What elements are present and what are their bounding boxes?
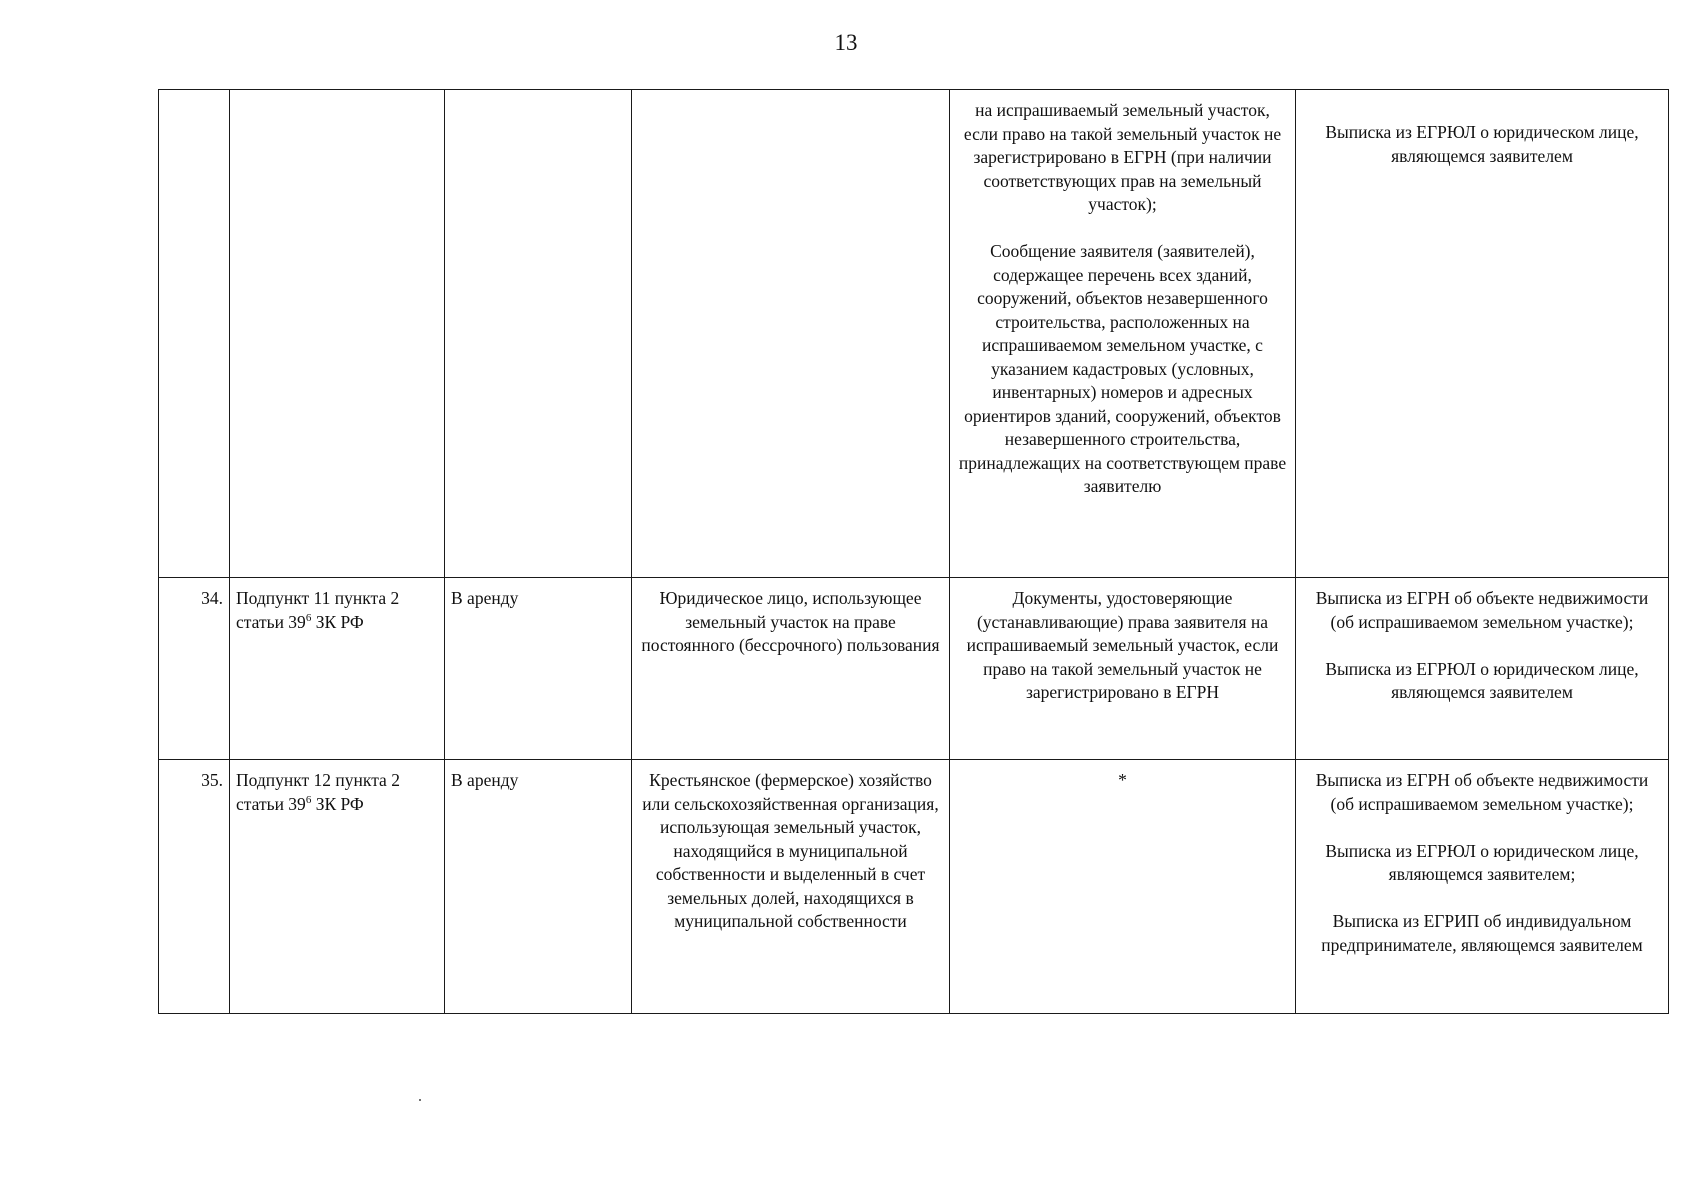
applicant-cell: Крестьянское (фермерское) хозяйство или сельскохозяйственная организация, использующая земельный участок, находящийся в муниципальной собственности и выделенный в счет земельных долей, находящихся в муниципальной собственности — [632, 760, 950, 1014]
table-row — [159, 578, 1669, 760]
services-table — [158, 89, 1669, 1014]
legal-basis-line: Подпункт 11 пункта 2 — [236, 588, 400, 608]
legal-basis-cell — [230, 760, 445, 1014]
row-number-cell: 35. — [159, 760, 230, 1014]
legal-basis-superscript: 6 — [305, 611, 312, 624]
legal-basis-cell — [230, 578, 445, 760]
document-item: Сообщение заявителя (заявителей), содержащее перечень всех зданий, сооружений, объектов незавершенного строительства, расположенных на испрашиваемом земельном участке, с указанием кадастровых (условных, инвентарных) номеров и адресных ориентиров зданий, сооружений, объектов незавершенного строительства, принадлежащих на соответствующем праве заявителю — [958, 241, 1287, 496]
requested-documents-cell — [1296, 578, 1669, 760]
requested-documents-cell — [1296, 90, 1669, 578]
provision-kind-cell — [445, 90, 632, 578]
requested-item: Выписка из ЕГРН об объекте недвижимости (об испрашиваемом земельном участке); — [1315, 770, 1649, 814]
document-item: Документы, удостоверяющие (устанавливающие) права заявителя на испрашиваемый земельный участок, если право на такой земельный участок не зарегистрировано в ЕГРН — [966, 588, 1279, 702]
row-number-cell — [159, 90, 230, 578]
documents-cell — [950, 90, 1296, 578]
legal-basis-article: статьи 39 — [236, 793, 306, 814]
table-row — [159, 760, 1669, 1014]
document-item: на испрашиваемый земельный участок, если право на такой земельный участок не зарегистрировано в ЕГРН (при наличии соответствующих прав на земельный участок); — [963, 100, 1282, 214]
documents-cell — [950, 760, 1296, 1014]
row-number-cell: 34. — [159, 578, 230, 760]
provision-kind-cell: В аренду — [445, 760, 632, 1014]
requested-documents-cell — [1296, 760, 1669, 1014]
applicant-cell: Юридическое лицо, использующее земельный участок на праве постоянного (бессрочного) пользования — [632, 578, 950, 760]
applicant-cell — [632, 90, 950, 578]
legal-basis-code: ЗК РФ — [311, 611, 364, 632]
page-number: 13 — [834, 30, 858, 55]
document-item: * — [1118, 770, 1127, 790]
legal-basis-line: Подпункт 12 пункта 2 — [236, 770, 400, 790]
requested-item: Выписка из ЕГРН об объекте недвижимости (об испрашиваемом земельном участке); — [1315, 588, 1649, 632]
table-row — [159, 90, 1669, 578]
legal-basis-superscript: 6 — [305, 793, 312, 806]
documents-cell — [950, 578, 1296, 760]
requested-item: Выписка из ЕГРЮЛ о юридическом лице, являющемся заявителем — [1325, 658, 1639, 702]
requested-item: Выписка из ЕГРЮЛ о юридическом лице, являющемся заявителем; — [1325, 840, 1639, 884]
requested-item: Выписка из ЕГРЮЛ о юридическом лице, являющемся заявителем — [1325, 122, 1639, 166]
legal-basis-article: статьи 39 — [236, 611, 306, 632]
provision-kind-cell: В аренду — [445, 578, 632, 760]
legal-basis-code: ЗК РФ — [311, 793, 364, 814]
requested-item: Выписка из ЕГРИП об индивидуальном предпринимателе, являющемся заявителем — [1321, 911, 1643, 955]
legal-basis-cell — [230, 90, 445, 578]
scan-speck — [419, 1099, 421, 1101]
